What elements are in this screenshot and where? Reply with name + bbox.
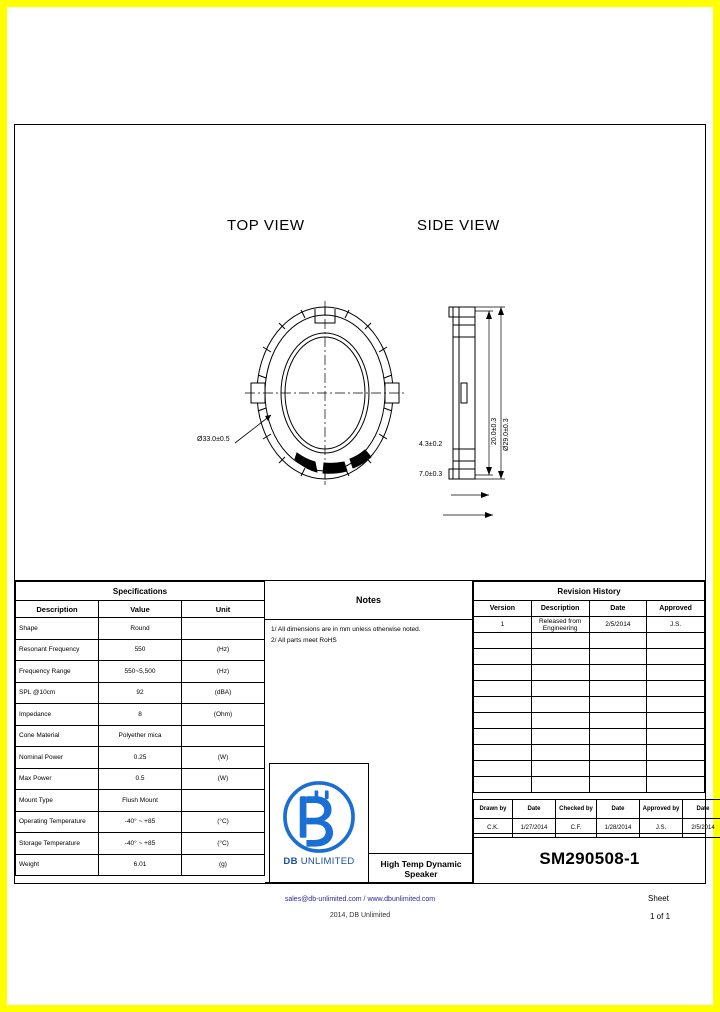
rev-approved [647, 729, 705, 745]
checked-by-value: C.F. [556, 819, 597, 838]
rev-description: Released from Engineering [531, 617, 589, 633]
notes-title: Notes [265, 581, 472, 620]
rev-version [474, 649, 532, 665]
table-row [16, 833, 265, 855]
rev-version [474, 697, 532, 713]
spec-description: Cone Material [16, 725, 99, 747]
logo-wordmark [283, 856, 354, 867]
spec-unit [182, 790, 265, 812]
table-row [474, 713, 705, 729]
table-row [16, 639, 265, 661]
checked-by-label: Checked by [556, 800, 597, 819]
checked-date-value: 1/28/2014 [597, 819, 640, 838]
rev-approved [647, 777, 705, 793]
approved-by-label: Approved by [640, 800, 683, 819]
rev-date: 2/5/2014 [589, 617, 647, 633]
rev-col-date: Date [589, 601, 647, 617]
rev-description [531, 649, 589, 665]
spec-value: Round [99, 618, 182, 640]
table-row [474, 649, 705, 665]
rev-date [589, 777, 647, 793]
table-row [474, 729, 705, 745]
rev-description [531, 745, 589, 761]
table-row [474, 633, 705, 649]
rev-description [531, 729, 589, 745]
rev-version [474, 633, 532, 649]
product-title: High Temp Dynamic Speaker [369, 853, 473, 883]
part-number: SM290508-1 [473, 833, 705, 883]
table-row [16, 790, 265, 812]
spec-value: 8 [99, 704, 182, 726]
spec-description: Storage Temperature [16, 833, 99, 855]
drawing-sheet [14, 124, 715, 884]
rev-col-version: Version [474, 601, 532, 617]
drawn-by-label: Drawn by [474, 800, 513, 819]
specifications-table [15, 581, 265, 876]
table-row [16, 618, 265, 640]
rev-approved [647, 649, 705, 665]
rev-approved: J.S. [647, 617, 705, 633]
rev-date [589, 681, 647, 697]
sheet-label: Sheet [648, 894, 669, 903]
top-view-drawing [195, 263, 455, 523]
spec-value: 0.25 [99, 747, 182, 769]
spec-value: Flush Mount [99, 790, 182, 812]
table-row [474, 665, 705, 681]
spec-value: 0.5 [99, 768, 182, 790]
rev-approved [647, 633, 705, 649]
spec-description: Nominal Power [16, 747, 99, 769]
approved-date-value: 2/5/2014 [683, 819, 720, 838]
rev-approved [647, 745, 705, 761]
rev-description [531, 761, 589, 777]
rev-version [474, 713, 532, 729]
table-row [474, 681, 705, 697]
spec-description: Shape [16, 618, 99, 640]
rev-version [474, 745, 532, 761]
spec-value: 6.01 [99, 854, 182, 876]
rev-date [589, 729, 647, 745]
spec-description: Impedance [16, 704, 99, 726]
table-row [16, 682, 265, 704]
diameter-dimension: Ø33.0±0.5 [197, 436, 230, 443]
table-row [474, 617, 705, 633]
approved-by-value: J.S. [640, 819, 683, 838]
rev-approved [647, 713, 705, 729]
spec-unit [182, 618, 265, 640]
rev-version [474, 681, 532, 697]
footer-copyright: 2014, DB Unlimited [329, 912, 391, 919]
spec-value: 92 [99, 682, 182, 704]
thickness-70-dimension: 7.0±0.3 [419, 471, 443, 478]
drawn-date-value: 1/27/2014 [513, 819, 556, 838]
table-row [16, 725, 265, 747]
rev-version [474, 665, 532, 681]
table-row [16, 811, 265, 833]
rev-date [589, 633, 647, 649]
rev-col-approved: Approved [647, 601, 705, 617]
table-row [474, 777, 705, 793]
rev-date [589, 713, 647, 729]
spec-value: 550 [99, 639, 182, 661]
thickness-43-dimension: 4.3±0.2 [419, 441, 443, 448]
table-row [16, 768, 265, 790]
company-logo-block [269, 763, 369, 883]
rev-version [474, 761, 532, 777]
rev-description [531, 633, 589, 649]
spec-description: Resonant Frequency [16, 639, 99, 661]
spec-unit [182, 725, 265, 747]
specs-title: Specifications [16, 582, 265, 601]
rev-approved [647, 665, 705, 681]
spec-value: -40° ~ +85 [99, 833, 182, 855]
spec-unit: (g) [182, 854, 265, 876]
side-view-drawing [435, 263, 565, 523]
spec-description: Operating Temperature [16, 811, 99, 833]
rev-version [474, 777, 532, 793]
spec-description: SPL @10cm [16, 682, 99, 704]
specs-col-description: Description [16, 601, 99, 618]
spec-unit: (Ohm) [182, 704, 265, 726]
rev-date [589, 649, 647, 665]
rev-description [531, 697, 589, 713]
table-row [16, 854, 265, 876]
rev-date [589, 665, 647, 681]
table-row [16, 747, 265, 769]
spec-description: Mount Type [16, 790, 99, 812]
spec-unit: (Hz) [182, 639, 265, 661]
table-row [474, 745, 705, 761]
sheet-value: 1 of 1 [650, 912, 671, 921]
rev-version [474, 729, 532, 745]
logo-brand-light: UNLIMITED [300, 856, 355, 867]
table-row [16, 661, 265, 683]
spec-unit: (Hz) [182, 661, 265, 683]
note-item: 1/ All dimensions are in mm unless otherwise noted. [271, 626, 421, 633]
spec-unit: (W) [182, 747, 265, 769]
approval-header-row [474, 800, 720, 819]
spec-value: Polyether mica [99, 725, 182, 747]
table-row [16, 704, 265, 726]
spec-description: Weight [16, 854, 99, 876]
drawn-date-label: Date [513, 800, 556, 819]
spec-unit: (°C) [182, 811, 265, 833]
rev-description [531, 665, 589, 681]
rev-description [531, 777, 589, 793]
table-row [474, 761, 705, 777]
spec-unit: (W) [182, 768, 265, 790]
rev-description [531, 681, 589, 697]
spec-description: Frequency Range [16, 661, 99, 683]
rev-approved [647, 681, 705, 697]
footer-links[interactable]: sales@db-unlimited.com / www.dbunlimited.com [284, 896, 436, 903]
rev-approved [647, 697, 705, 713]
spec-description: Max Power [16, 768, 99, 790]
rev-approved [647, 761, 705, 777]
revision-title: Revision History [474, 582, 705, 601]
drawn-by-value: C.K. [474, 819, 513, 838]
note-item: 2/ All parts meet RoHS [271, 637, 337, 644]
height-20-dimension: 20.0±0.3 [491, 417, 498, 445]
spec-unit: (dBA) [182, 682, 265, 704]
table-row [474, 697, 705, 713]
spec-value: 550~5,500 [99, 661, 182, 683]
side-view-title: SIDE VIEW [417, 217, 500, 234]
spec-unit: (°C) [182, 833, 265, 855]
title-block [15, 581, 715, 883]
top-view-title: TOP VIEW [227, 217, 305, 234]
approved-date-label: Date [683, 800, 720, 819]
rev-date [589, 761, 647, 777]
specs-col-unit: Unit [182, 601, 265, 618]
rev-date [589, 745, 647, 761]
spec-value: -40° ~ +85 [99, 811, 182, 833]
rev-version: 1 [474, 617, 532, 633]
rev-col-description: Description [531, 601, 589, 617]
specs-col-value: Value [99, 601, 182, 618]
height-29-dimension: Ø29.0±0.3 [503, 418, 510, 451]
rev-description [531, 713, 589, 729]
db-monogram-icon [282, 779, 356, 855]
drawing-area [15, 125, 705, 581]
checked-date-label: Date [597, 800, 640, 819]
logo-brand-bold: DB [283, 856, 298, 867]
rev-date [589, 697, 647, 713]
